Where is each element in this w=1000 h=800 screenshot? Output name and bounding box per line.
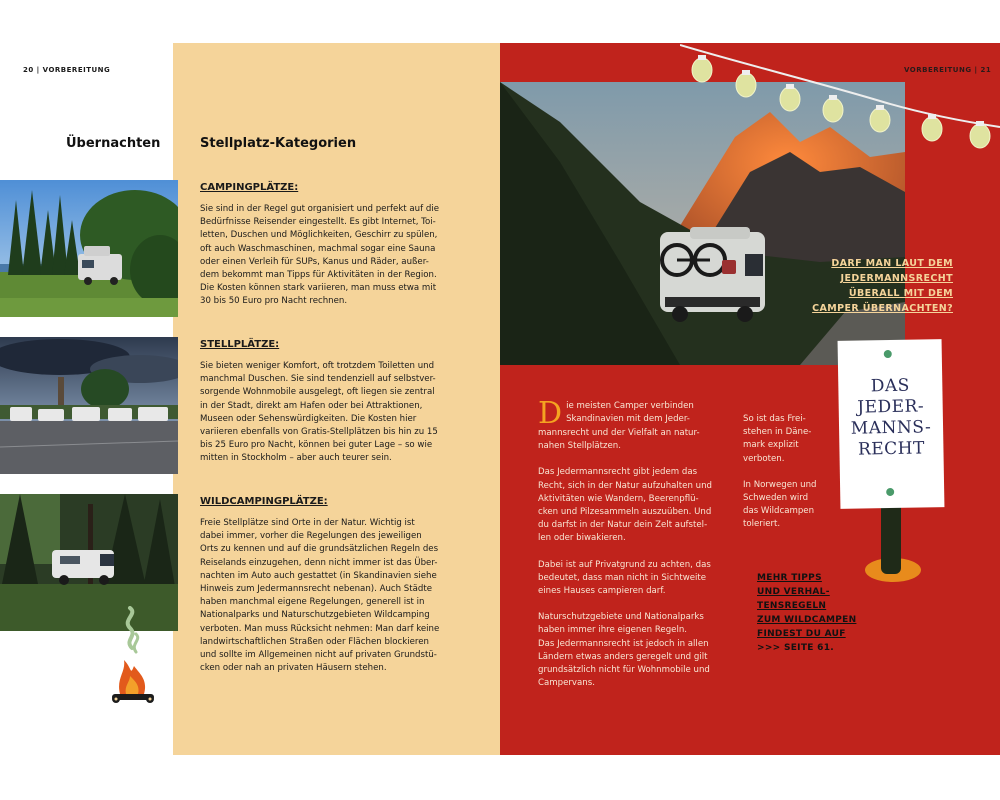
jedermannsrecht-sign xyxy=(838,339,945,509)
wildcampen-tip-link[interactable]: MEHR TIPPS UND VERHAL- TENSREGELN ZUM WILDCAMPEN FINDEST DU AUF >>> SEITE 61. xyxy=(757,571,867,655)
tip-page-reference[interactable]: >>> SEITE 61. xyxy=(757,643,834,653)
side-article-text xyxy=(743,413,835,532)
parking-lot-photo xyxy=(0,337,178,474)
dropcap: D xyxy=(538,396,563,431)
category-heading-stellplaetze: STELLPLÄTZE: xyxy=(200,339,280,350)
section-title: Übernachten xyxy=(66,136,161,151)
sign-pin-bottom-icon xyxy=(886,488,894,496)
column-title: Stellplatz-Kategorien xyxy=(200,136,357,151)
article-paragraph-1: D ie meisten Camper verbinden Skandinavien mit dem Jeder- mannsrecht und der Vielfalt an natur- nahen Stellplätzen. xyxy=(538,396,700,452)
folio-right: VORBEREITUNG | 21 xyxy=(904,66,992,74)
category-text-stellplaetze: Sie bieten weniger Komfort, oft trotzdem Toiletten und manchmal Duschen. Sie sind tendenziell auf selbstver- sorgende Wohnmobile ausgelegt, oft liegen sie zentral in der Stadt, direkt am Hafen oder bei Attraktionen, Museen oder Sehenswürdigkeiten. Die Kosten hier variieren ebenfalls von Gratis-Stellplätzen bis hin zu 15 bis 25 Euro pro Nacht, können bei guter Lage – so wie mitten in Stockholm – aber auch teurer sein. xyxy=(200,361,438,464)
jedermannsrecht-question: DARF MAN LAUT DEM JEDERMANNSRECHT ÜBERALL MIT DEM CAMPER ÜBERNACHTEN? xyxy=(812,258,953,314)
article-paragraph-4: Naturschutzgebiete und Nationalparks haben immer ihre eigenen Regeln. Das Jedermannsrecht ist jedoch in allen Ländern etwas anders geregelt und gilt grundsätzlich nicht für Wohnmobile und Campervans. xyxy=(538,612,710,689)
side-paragraph-2: In Norwegen und Schweden wird das Wildcampen toleriert. xyxy=(743,479,817,530)
article-paragraph-2: Das Jedermannsrecht gibt jedem das Recht, sich in der Natur aufzuhalten und Aktivitäten wie Wandern, Beerenpflü- cken und Pilzesammeln auszuüben. Und du darfst in der Natur dein Zelt aufstel- len oder biwakieren. xyxy=(538,467,712,544)
category-text-wildcampingplaetze: Freie Stellplätze sind Orte in der Natur. Wichtig ist dabei immer, vorher die Regelungen des jeweiligen Orts zu kennen und auf die grundsätzlichen Regeln des Reiselands einzugehen, denn nicht immer ist das Über- nachten im Auto auch gestattet (in Skandinavien siehe Hinweis zum Jedermannsrecht nebenan). Auch Städte haben manchmal eigene Regelungen, generell ist in Nationalparks und Naturschutzgebieten Wildcamping verboten. Man muss Rücksicht nehmen: Man darf keine landwirtschaftlichen Straßen oder Flächen blockieren und sollte im Allgemeinen nicht auf privaten Grundstü- cken oder nah an privaten Häusern stehen. xyxy=(200,518,440,674)
campground-photo xyxy=(0,180,178,317)
light-garland-icon xyxy=(680,43,1000,153)
main-article-text xyxy=(538,396,733,690)
category-heading-campingplaetze: CAMPINGPLÄTZE: xyxy=(200,182,299,193)
side-paragraph-1: So ist das Frei- stehen in Däne- mark explizit verboten. xyxy=(743,414,812,464)
sign-pin-top-icon xyxy=(884,350,892,358)
category-text-campingplaetze: Sie sind in der Regel gut organisiert und perfekt auf die Bedürfnisse Reisender eingestellt. Es gibt Internet, Toi- letten, Duschen und Möglichkeiten, Geschirr zu spülen, oft auch Waschmaschinen, machmal sogar eine Sauna oder einen Verleih für SUPs, Kanus und Räder, außer- dem bekommt man Tipps für Aktivitäten in der Region. Die Kosten können stark variieren, man muss etwa mit 30 bis 50 Euro pro Nacht rechnen. xyxy=(200,204,439,307)
folio-left: 20 | VORBEREITUNG xyxy=(23,66,111,74)
article-paragraph-3: Dabei ist auf Privatgrund zu achten, das bedeutet, dass man nicht in Sichtweite eines Hauses campieren darf. xyxy=(538,559,711,597)
category-heading-wildcampingplaetze: WILDCAMPINGPLÄTZE: xyxy=(200,496,328,507)
campfire-icon xyxy=(108,606,158,711)
sign-title: DAS JEDER- MANNS- RECHT xyxy=(850,375,932,460)
